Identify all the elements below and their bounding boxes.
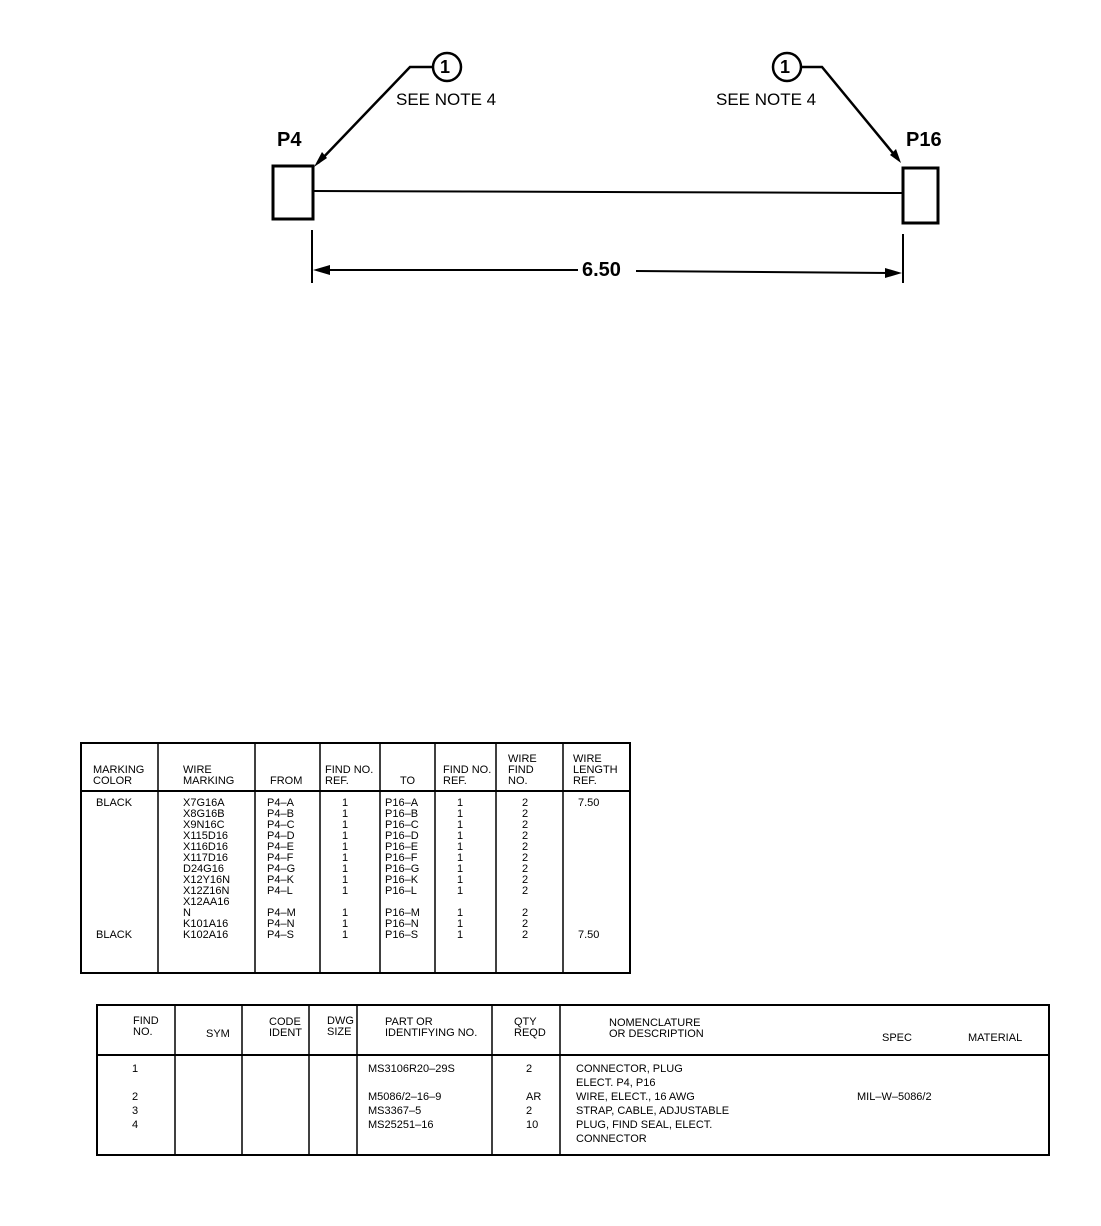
column-part-no [368, 1062, 455, 1146]
cell-to: P16–A [385, 797, 419, 809]
header-part-no: PART OR IDENTIFYING NO. [385, 1016, 478, 1039]
cell-wire-length-ref [578, 886, 599, 897]
cell-qty-reqd: 10 [526, 1119, 539, 1131]
cell-to: P16–G [385, 863, 420, 875]
cell-marking-color [96, 864, 132, 875]
cell-from: P4–G [267, 863, 296, 875]
cell-wire-find-no: 2 [522, 841, 529, 853]
cell-find-no-ref-2: 1 [457, 841, 464, 853]
cell-part-no: MS25251–16 [368, 1119, 434, 1131]
cell-wire-length-ref [578, 809, 599, 820]
cell-wire-length-ref [578, 875, 599, 886]
cell-find-no-ref-2: 1 [457, 929, 464, 941]
column-spec [857, 1062, 932, 1146]
header-wire-find-no: WIRE FIND NO. [508, 753, 537, 787]
header-find-no-ref-2: FIND NO. REF. [443, 764, 492, 787]
cell-find-no-ref-2: 1 [457, 852, 464, 864]
cell-description: STRAP, CABLE, ADJUSTABLE [576, 1105, 730, 1117]
dimension-label: 6.50 [582, 259, 621, 281]
cell-to: P16–K [385, 874, 419, 886]
cell-wire-find-no: 2 [522, 852, 529, 864]
column-find-no-ref-1 [342, 798, 348, 941]
cell-find-no-ref-1: 1 [342, 808, 349, 820]
cell-wire-marking: X8G16B [183, 808, 225, 820]
connector-p4 [273, 166, 313, 219]
cell-wire-length-ref: 7.50 [578, 929, 600, 941]
parts-table [96, 1004, 1050, 1156]
cell-wire-marking: D24G16 [183, 863, 224, 875]
column-description [576, 1062, 729, 1146]
cell-find-no-ref-2: 1 [457, 907, 464, 919]
cell-part-no [368, 1076, 455, 1090]
cell-to: P16–N [385, 918, 419, 930]
cell-wire-length-ref [578, 820, 599, 831]
callout-number-right: 1 [780, 57, 791, 77]
dimension-arrow-left [313, 265, 330, 275]
cell-wire-length-ref: 7.50 [578, 797, 600, 809]
header-material: MATERIAL [968, 1032, 1023, 1044]
cell-marking-color [96, 875, 132, 886]
cell-find-no-ref-1: 1 [342, 830, 349, 842]
cell-to: P16–B [385, 808, 419, 820]
cell-wire-find-no: 2 [522, 808, 529, 820]
cell-marking-color: BLACK [96, 929, 133, 941]
cell-description: CONNECTOR, PLUG [576, 1063, 683, 1075]
cell-wire-marking: X7G16A [183, 797, 225, 809]
cell-spec [857, 1104, 932, 1118]
cell-find-no: 2 [132, 1091, 139, 1103]
connector-label-p4: P4 [277, 129, 302, 151]
cell-wire-find-no: 2 [522, 863, 529, 875]
column-find-no [132, 1062, 138, 1146]
cell-from: P4–A [267, 797, 294, 809]
cell-find-no [132, 1076, 138, 1090]
cell-qty-reqd [526, 1132, 541, 1146]
cell-spec [857, 1076, 932, 1090]
cell-wire-length-ref [578, 908, 599, 919]
column-wire-length-ref [578, 798, 599, 941]
cell-wire-find-no: 2 [522, 830, 529, 842]
cell-to: P16–E [385, 841, 419, 853]
leader-line-left [318, 67, 433, 163]
cell-find-no-ref-2: 1 [457, 874, 464, 886]
cell-from: P4–C [267, 819, 295, 831]
callout-number-left: 1 [440, 57, 451, 77]
dimension-arrow-right [885, 268, 902, 278]
cell-find-no-ref-1: 1 [342, 841, 349, 853]
cell-from: P4–N [267, 918, 295, 930]
cell-find-no-ref-1: 1 [342, 918, 349, 930]
cell-wire-find-no: 2 [522, 797, 529, 809]
cell-wire-marking: K102A16 [183, 929, 229, 941]
cell-to: P16–S [385, 929, 419, 941]
cell-wire-find-no: 2 [522, 819, 529, 831]
column-qty-reqd [526, 1062, 541, 1146]
header-from: FROM [270, 775, 303, 787]
header-find-no: FIND NO. [133, 1015, 159, 1038]
cell-wire-marking: X9N16C [183, 819, 225, 831]
cell-find-no: 4 [132, 1119, 139, 1131]
column-wire-find-no [522, 798, 528, 941]
cell-marking-color [96, 809, 132, 820]
cell-wire-find-no: 2 [522, 907, 529, 919]
column-from [267, 798, 296, 941]
cell-wire-length-ref [578, 864, 599, 875]
callout-note-right: SEE NOTE 4 [716, 90, 817, 109]
cell-qty-reqd: AR [526, 1091, 542, 1103]
cell-find-no-ref-2: 1 [457, 918, 464, 930]
callout-note-left: SEE NOTE 4 [396, 90, 497, 109]
cell-wire-marking: N [183, 907, 191, 919]
header-wire-length-ref: WIRE LENGTH REF. [573, 753, 618, 787]
cell-marking-color [96, 908, 132, 919]
header-qty-reqd: QTY REQD [514, 1016, 546, 1039]
cell-marking-color [96, 886, 132, 897]
cell-find-no-ref-2: 1 [457, 885, 464, 897]
cell-find-no-ref-1: 1 [342, 929, 349, 941]
cell-spec: MIL–W–5086/2 [857, 1091, 932, 1103]
harness-diagram [0, 0, 1101, 330]
column-to [385, 798, 420, 941]
header-dwg-size: DWG SIZE [327, 1015, 354, 1038]
cell-qty-reqd: 2 [526, 1063, 533, 1075]
cell-find-no-ref-2: 1 [457, 808, 464, 820]
cell-wire-find-no: 2 [522, 929, 529, 941]
cell-from: P4–D [267, 830, 295, 842]
connector-p16 [903, 168, 938, 223]
cell-find-no-ref-2: 1 [457, 830, 464, 842]
cell-find-no-ref-1: 1 [342, 907, 349, 919]
cell-to: P16–C [385, 819, 419, 831]
cell-find-no: 3 [132, 1105, 139, 1117]
cell-to: P16–D [385, 830, 419, 842]
cell-find-no: 1 [132, 1063, 139, 1075]
cell-spec [857, 1062, 932, 1076]
cell-wire-marking: X12AA16 [183, 896, 230, 908]
wire-line [313, 191, 903, 193]
cell-from: P4–F [267, 852, 294, 864]
cell-marking-color [96, 853, 132, 864]
cell-from: P4–M [267, 907, 296, 919]
header-spec: SPEC [882, 1032, 912, 1044]
header-wire-marking: WIRE MARKING [183, 764, 235, 787]
cell-description: WIRE, ELECT., 16 AWG [576, 1091, 695, 1103]
header-marking-color: MARKING COLOR [93, 764, 145, 787]
cell-find-no-ref-1: 1 [342, 819, 349, 831]
cell-find-no-ref-2: 1 [457, 863, 464, 875]
header-find-no-ref-1: FIND NO. REF. [325, 764, 374, 787]
header-code-ident: CODE IDENT [269, 1016, 302, 1039]
cell-find-no-ref-1: 1 [342, 852, 349, 864]
cell-wire-find-no: 2 [522, 874, 529, 886]
leader-line-right [801, 67, 897, 158]
cell-find-no-ref-1: 1 [342, 885, 349, 897]
cell-find-no-ref-1: 1 [342, 874, 349, 886]
cell-marking-color [96, 831, 132, 842]
cell-wire-marking: X12Z16N [183, 885, 230, 897]
wire-table [80, 742, 631, 974]
cell-marking-color: BLACK [96, 797, 133, 809]
cell-from: P4–L [267, 885, 293, 897]
cell-spec [857, 1118, 932, 1132]
cell-to: P16–F [385, 852, 418, 864]
cell-wire-find-no: 2 [522, 918, 529, 930]
dimension-line-right [636, 271, 898, 273]
cell-marking-color [96, 842, 132, 853]
cell-wire-find-no: 2 [522, 885, 529, 897]
column-wire-marking [183, 798, 230, 941]
header-sym: SYM [206, 1028, 230, 1040]
cell-wire-length-ref [578, 842, 599, 853]
cell-description: CONNECTOR [576, 1133, 647, 1145]
cell-to: P16–M [385, 907, 420, 919]
cell-wire-marking: X117D16 [183, 852, 229, 864]
cell-description: ELECT. P4, P16 [576, 1077, 656, 1089]
cell-description: PLUG, FIND SEAL, ELECT. [576, 1119, 713, 1131]
cell-marking-color [96, 897, 132, 908]
cell-wire-length-ref [578, 853, 599, 864]
cell-find-no [132, 1132, 138, 1146]
column-marking-color [96, 798, 132, 941]
cell-qty-reqd [526, 1076, 541, 1090]
cell-part-no: MS3106R20–29S [368, 1063, 455, 1075]
cell-find-no-ref-2: 1 [457, 797, 464, 809]
header-to: TO [400, 775, 416, 787]
cell-wire-marking: K101A16 [183, 918, 229, 930]
header-nomenclature: NOMENCLATURE OR DESCRIPTION [609, 1017, 704, 1040]
cell-qty-reqd: 2 [526, 1105, 533, 1117]
cell-wire-marking: X115D16 [183, 830, 229, 842]
cell-find-no-ref-1: 1 [342, 797, 349, 809]
cell-marking-color [96, 820, 132, 831]
cell-wire-length-ref [578, 831, 599, 842]
cell-from: P4–E [267, 841, 294, 853]
cell-part-no [368, 1132, 455, 1146]
cell-from: P4–K [267, 874, 294, 886]
cell-find-no-ref-2: 1 [457, 819, 464, 831]
cell-find-no-ref-1: 1 [342, 863, 349, 875]
column-find-no-ref-2 [457, 798, 463, 941]
cell-from: P4–S [267, 929, 294, 941]
cell-part-no: M5086/2–16–9 [368, 1091, 442, 1103]
cell-wire-marking: X12Y16N [183, 874, 231, 886]
cell-wire-marking: X116D16 [183, 841, 229, 853]
connector-label-p16: P16 [906, 129, 942, 151]
cell-spec [857, 1132, 932, 1146]
cell-part-no: MS3367–5 [368, 1105, 422, 1117]
cell-wire-length-ref [578, 897, 599, 908]
cell-from: P4–B [267, 808, 294, 820]
cell-to: P16–L [385, 885, 417, 897]
